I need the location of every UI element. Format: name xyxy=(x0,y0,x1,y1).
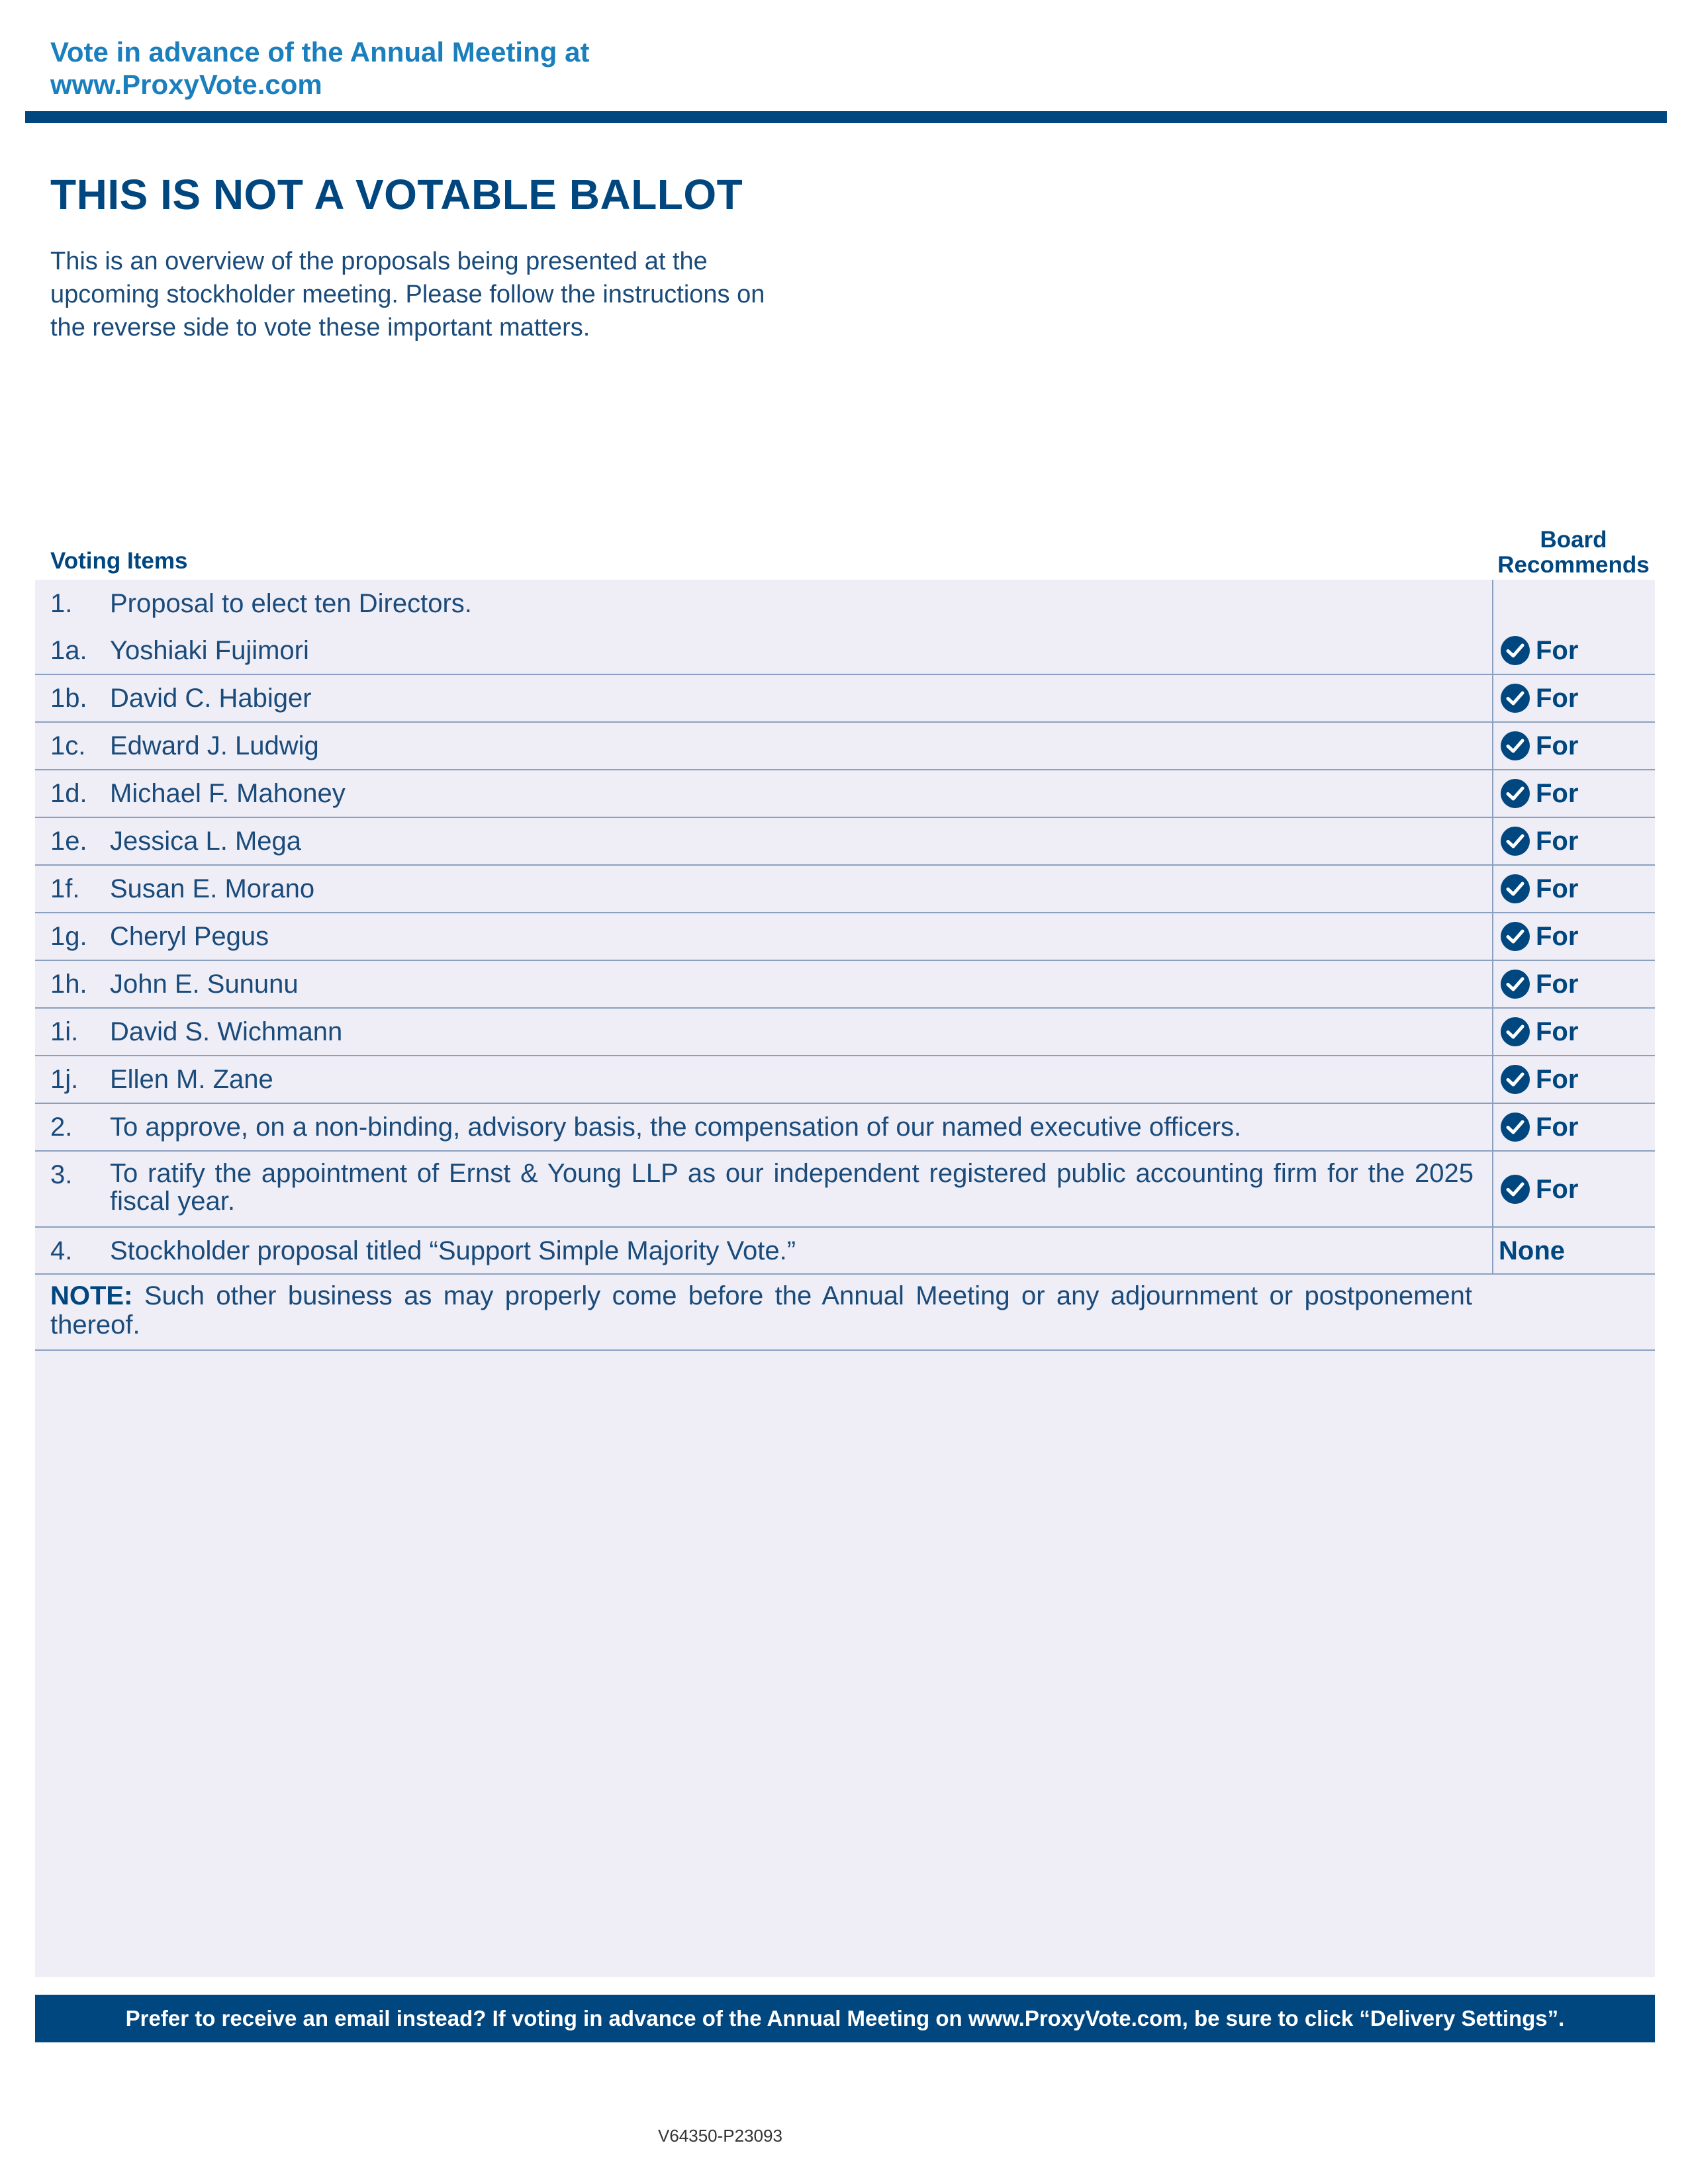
delivery-settings-banner xyxy=(35,1995,1655,2042)
row-divider xyxy=(35,1103,1655,1104)
recommendation-label: For xyxy=(1536,636,1579,665)
recommendation-label: For xyxy=(1536,970,1579,999)
note-label: NOTE: xyxy=(50,1281,133,1310)
director-number: 1g. xyxy=(50,922,87,951)
recommendation-label: For xyxy=(1536,1065,1579,1094)
recommendation xyxy=(1500,920,1578,953)
recommendation-label: For xyxy=(1536,922,1579,951)
checkmark-icon xyxy=(1500,731,1530,761)
director-name: Edward J. Ludwig xyxy=(110,731,319,760)
checkmark-icon xyxy=(1500,969,1530,999)
header-line-1: Vote in advance of the Annual Meeting at xyxy=(50,36,590,68)
director-name: Cheryl Pegus xyxy=(110,922,269,951)
recommendation xyxy=(1500,634,1578,667)
column-separator xyxy=(1492,580,1493,1273)
header-proxyvote-link[interactable]: www.ProxyVote.com xyxy=(50,69,322,100)
recommendation xyxy=(1500,1173,1578,1206)
recommendation-label: For xyxy=(1536,731,1579,760)
recommendation xyxy=(1500,682,1578,715)
director-name: Ellen M. Zane xyxy=(110,1065,273,1094)
recommendation-label: None xyxy=(1499,1236,1565,1265)
proposal-4-number: 4. xyxy=(50,1236,73,1265)
checkmark-icon xyxy=(1500,874,1530,904)
row-divider xyxy=(35,1226,1655,1228)
checkmark-icon xyxy=(1500,1064,1530,1095)
recommendation xyxy=(1500,729,1578,762)
recommendation xyxy=(1500,968,1578,1001)
voting-items-heading: Voting Items xyxy=(50,548,188,574)
proposal-2-text: To approve, on a non-binding, advisory basis, the compensation of our named executive officers. xyxy=(110,1113,1242,1142)
row-divider xyxy=(35,721,1655,723)
director-name: Jessica L. Mega xyxy=(110,827,302,856)
recommendation xyxy=(1500,825,1578,858)
checkmark-icon xyxy=(1500,683,1530,713)
checkmark-icon xyxy=(1500,635,1530,666)
intro-line-2: upcoming stockholder meeting. Please follow the instructions on xyxy=(50,281,765,308)
proposal-3-text: To ratify the appointment of Ernst & Young LLP as our independent registered public accounting firm for the 2025 fiscal year. xyxy=(110,1159,1474,1216)
checkmark-icon xyxy=(1500,1174,1530,1205)
row-divider xyxy=(35,674,1655,675)
row-divider xyxy=(35,1007,1655,1009)
recommendation xyxy=(1500,777,1578,810)
director-number: 1d. xyxy=(50,779,87,808)
checkmark-icon xyxy=(1500,921,1530,952)
director-name: John E. Sununu xyxy=(110,970,299,999)
director-number: 1j. xyxy=(50,1065,79,1094)
checkmark-icon xyxy=(1500,1112,1530,1142)
recommendation xyxy=(1499,1234,1565,1267)
board-heading-line-1: Board xyxy=(1540,527,1607,553)
row-divider xyxy=(35,864,1655,866)
director-number: 1f. xyxy=(50,874,80,903)
director-number: 1e. xyxy=(50,827,87,856)
director-name: Yoshiaki Fujimori xyxy=(110,636,309,665)
proposal-3-number: 3. xyxy=(50,1160,73,1189)
proposal-1-number: 1. xyxy=(50,589,73,618)
recommendation-label: For xyxy=(1536,1113,1579,1142)
proposal-4-text: Stockholder proposal titled “Support Simple Majority Vote.” xyxy=(110,1236,796,1265)
note xyxy=(50,1281,1472,1340)
board-heading-line-2: Recommends xyxy=(1497,552,1650,578)
delivery-settings-text: Prefer to receive an email instead? If voting in advance of the Annual Meeting on www.ProxyVote.com, be sure to click “Delivery Settings”. xyxy=(125,2006,1565,2030)
recommendation xyxy=(1500,1111,1578,1144)
director-name: Susan E. Morano xyxy=(110,874,315,903)
recommendation-label: For xyxy=(1536,684,1579,713)
recommendation xyxy=(1500,1015,1578,1048)
checkmark-icon xyxy=(1500,1017,1530,1047)
director-name: David S. Wichmann xyxy=(110,1017,343,1046)
row-divider xyxy=(35,817,1655,818)
director-number: 1h. xyxy=(50,970,87,999)
recommendation-label: For xyxy=(1536,779,1579,808)
row-divider xyxy=(35,1150,1655,1152)
recommendation xyxy=(1500,1063,1578,1096)
proposal-1-text: Proposal to elect ten Directors. xyxy=(110,589,472,618)
proposal-2-number: 2. xyxy=(50,1113,73,1142)
checkmark-icon xyxy=(1500,778,1530,809)
recommendation-label: For xyxy=(1536,1175,1579,1204)
page-title: THIS IS NOT A VOTABLE BALLOT xyxy=(50,171,743,218)
row-divider xyxy=(35,1349,1655,1351)
recommendation xyxy=(1500,872,1578,905)
header-divider xyxy=(25,111,1667,123)
director-name: David C. Habiger xyxy=(110,684,312,713)
checkmark-icon xyxy=(1500,826,1530,856)
row-divider xyxy=(35,1055,1655,1056)
intro-line-1: This is an overview of the proposals being presented at the xyxy=(50,248,708,275)
row-divider xyxy=(35,960,1655,961)
row-divider xyxy=(35,769,1655,770)
director-number: 1c. xyxy=(50,731,86,760)
recommendation-label: For xyxy=(1536,874,1579,903)
recommendation-label: For xyxy=(1536,827,1579,856)
row-divider xyxy=(35,912,1655,913)
director-name: Michael F. Mahoney xyxy=(110,779,346,808)
director-number: 1i. xyxy=(50,1017,79,1046)
note-text: Such other business as may properly come before the Annual Meeting or any adjournment or postponement thereof. xyxy=(50,1281,1472,1340)
director-number: 1a. xyxy=(50,636,87,665)
recommendation-label: For xyxy=(1536,1017,1579,1046)
row-divider xyxy=(35,1273,1655,1275)
job-code: V64350-P23093 xyxy=(658,2126,782,2146)
intro-line-3: the reverse side to vote these important matters. xyxy=(50,314,590,341)
director-number: 1b. xyxy=(50,684,87,713)
